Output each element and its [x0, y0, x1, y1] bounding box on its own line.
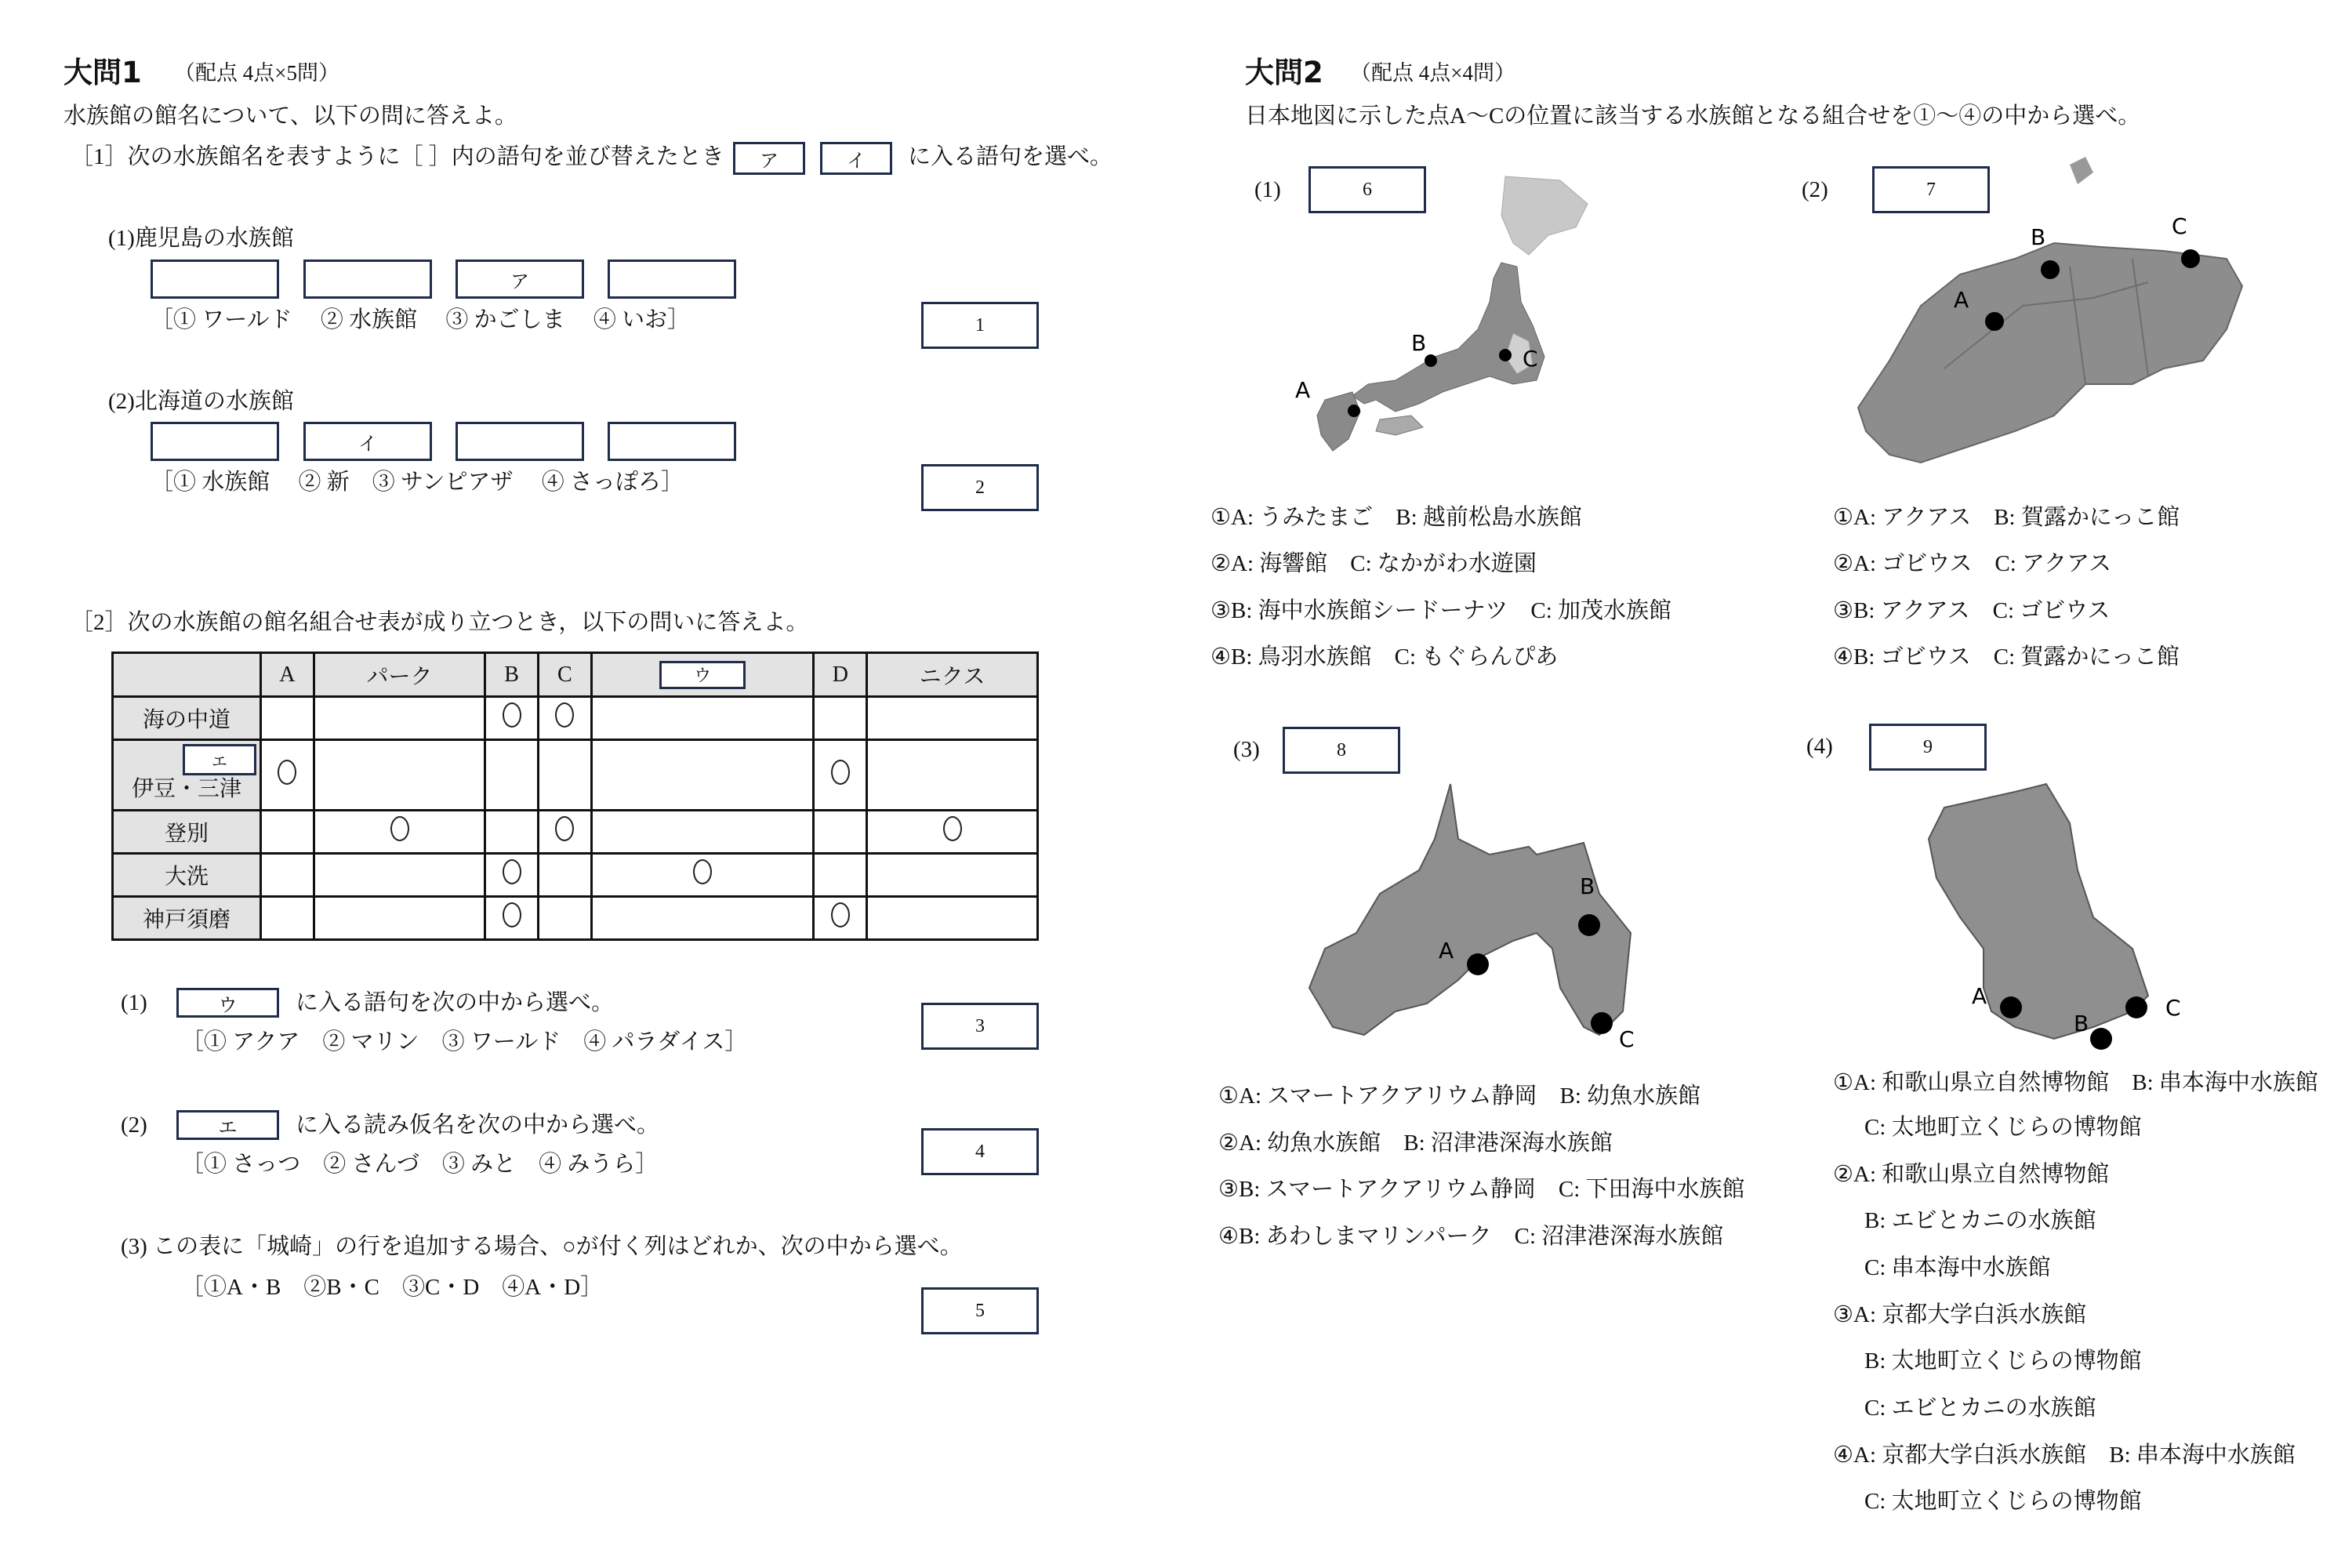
part2-instruction: ［2］次の水族館の館名組合せ表が成り立つとき，以下の問いに答えよ。	[71, 610, 809, 635]
choice-item: C: 串本海中水族館	[1864, 1255, 2051, 1280]
box-e: エ	[176, 1110, 279, 1140]
choice-item: C: エビとカニの水族館	[1864, 1396, 2096, 1421]
table-header-cell: C	[539, 653, 592, 697]
choice-item: ④B: あわしまマリンパーク C: 沼津港深海水族館	[1218, 1224, 1724, 1249]
map2-label-a: A	[1954, 287, 1969, 313]
map1-label-a: A	[1295, 377, 1311, 403]
table-cell	[867, 740, 1038, 811]
p2q3-text: (3) この表に「城崎」の行を追加する場合、○が付く列はどれか、次の中から選べ。	[121, 1234, 963, 1259]
circle-mark	[831, 760, 850, 785]
row-box-e: エ	[183, 744, 256, 775]
table-header-cell: B	[485, 653, 539, 697]
header-box-u: ウ	[659, 661, 746, 689]
table-header-cell	[591, 653, 814, 697]
row-name: 伊豆・三津	[131, 777, 241, 801]
map4-point-c	[2125, 996, 2147, 1018]
map3-label-b: B	[1580, 873, 1595, 899]
table-header-cell: A	[261, 653, 314, 697]
map3-label-a: A	[1439, 938, 1454, 964]
circle-mark	[503, 902, 521, 927]
choice-item: ③B: 海中水族館シードーナツ C: 加茂水族館	[1210, 598, 1672, 623]
table-header-cell: パーク	[314, 653, 485, 697]
table-header-cell: D	[814, 653, 867, 697]
map1-num: (1)	[1254, 177, 1281, 202]
choice-item: ④A: 京都大学白浜水族館 B: 串本海中水族館	[1833, 1443, 2296, 1468]
table-cell	[591, 811, 814, 854]
sub2-slot-2: イ	[303, 422, 432, 461]
p2q1-options: ［① アクア ② マリン ③ ワールド ④ パラダイス］	[181, 1029, 748, 1054]
map3-point-b	[1578, 914, 1600, 936]
map2-point-a	[1985, 312, 2004, 331]
answer-box-4[interactable]: 4	[921, 1128, 1039, 1175]
table-cell	[314, 854, 485, 897]
map3-num: (3)	[1233, 737, 1260, 762]
choice-item: ②A: 海響館 C: なかがわ水遊園	[1210, 551, 1537, 576]
circle-mark	[555, 702, 574, 728]
table-cell	[591, 854, 814, 897]
table-cell	[539, 740, 592, 811]
sub2-options: ［① 水族館 ② 新 ③ サンピアザ ④ さっぽろ］	[151, 470, 684, 495]
map2-label-b: B	[2031, 224, 2046, 250]
table-cell	[867, 854, 1038, 897]
choice-item: ③B: スマートアクアリウム静岡 C: 下田海中水族館	[1218, 1177, 1745, 1202]
table-cell	[814, 697, 867, 740]
row-header	[113, 811, 261, 854]
map4-point-a	[2000, 996, 2022, 1018]
map1-point-c	[1499, 349, 1512, 361]
table-cell	[539, 897, 592, 940]
part1-instruction-end: に入る語句を選べ。	[908, 144, 1113, 169]
map1-label-c: C	[1523, 346, 1538, 372]
answer-box-2[interactable]: 2	[921, 464, 1039, 511]
map4-point-b	[2090, 1028, 2112, 1050]
row-name: 登別	[164, 822, 209, 846]
choice-item: ③A: 京都大学白浜水族館	[1833, 1302, 2087, 1327]
map2-point-c	[2181, 249, 2200, 268]
table-header-cell	[113, 653, 261, 697]
map4-label-a: A	[1972, 983, 1987, 1009]
q1-intro: 水族館の館名について、以下の問に答えよ。	[64, 103, 517, 129]
box-a: ア	[733, 142, 805, 175]
choice-item: B: エビとカニの水族館	[1864, 1208, 2096, 1233]
map1-point-b	[1425, 354, 1437, 367]
choice-item: ④B: ゴビウス C: 賀露かにっこ館	[1833, 644, 2180, 670]
table-row	[113, 854, 1038, 897]
sub1-slot-1	[151, 260, 279, 299]
table-header-cell: ニクス	[867, 653, 1038, 697]
choice-item: ②A: 和歌山県立自然博物館	[1833, 1162, 2110, 1187]
circle-mark	[278, 760, 296, 785]
map3-label-c: C	[1619, 1026, 1635, 1052]
table-cell	[485, 697, 539, 740]
q2-intro: 日本地図に示した点A～Cの位置に該当する水族館となる組合せを①～④の中から選べ。	[1245, 103, 2141, 129]
table-cell	[814, 854, 867, 897]
row-name: 海の中道	[142, 708, 230, 732]
sub2-slot-3	[456, 422, 584, 461]
table-cell	[814, 897, 867, 940]
table-row	[113, 697, 1038, 740]
table-cell	[314, 897, 485, 940]
circle-mark	[503, 859, 521, 884]
circle-mark	[831, 902, 850, 927]
table-row	[113, 897, 1038, 940]
answer-box-9[interactable]: 9	[1869, 724, 1987, 771]
table-cell	[591, 740, 814, 811]
sub2-slot-1	[151, 422, 279, 461]
choice-item: ①A: 和歌山県立自然博物館 B: 串本海中水族館	[1833, 1070, 2318, 1095]
answer-box-1[interactable]: 1	[921, 302, 1039, 349]
answer-box-8[interactable]: 8	[1283, 727, 1400, 774]
wakayama-map	[1913, 776, 2195, 1058]
table-cell	[261, 811, 314, 854]
sub1-options: ［① ワールド ② 水族館 ③ かごしま ④ いお］	[151, 307, 691, 332]
q2-title: 大問2	[1245, 56, 1323, 89]
table-cell	[591, 697, 814, 740]
row-header	[113, 854, 261, 897]
sub1-slot-4	[608, 260, 736, 299]
circle-mark	[555, 816, 574, 841]
box-u: ウ	[176, 988, 279, 1018]
table-cell	[539, 854, 592, 897]
table-row	[113, 740, 1038, 811]
choice-item: B: 太地町立くじらの博物館	[1864, 1348, 2142, 1374]
sub1-slot-2	[303, 260, 432, 299]
circle-mark	[390, 816, 409, 841]
table-cell	[539, 697, 592, 740]
table-cell	[261, 697, 314, 740]
map2-label-c: C	[2172, 213, 2187, 239]
table-cell	[591, 897, 814, 940]
table-header-row	[113, 653, 1038, 697]
table-cell	[485, 740, 539, 811]
sub2-slot-4	[608, 422, 736, 461]
q1-points: （配点 4点×5問）	[174, 61, 339, 85]
choice-item: ②A: 幼魚水族館 B: 沼津港深海水族館	[1218, 1131, 1613, 1156]
table-cell	[867, 811, 1038, 854]
sub1-label: (1)鹿児島の水族館	[108, 226, 294, 251]
sub1-slot-3: ア	[456, 260, 584, 299]
q1-title: 大問1	[64, 56, 142, 89]
circle-mark	[943, 816, 962, 841]
aquarium-name-table	[111, 652, 1039, 941]
japan-map	[1278, 169, 1607, 490]
q2-points: （配点 4点×4問）	[1350, 61, 1515, 85]
table-cell	[261, 897, 314, 940]
p2q2-num: (2)	[121, 1112, 147, 1138]
table-cell	[814, 740, 867, 811]
circle-mark	[503, 702, 521, 728]
choice-item: ③B: アクアス C: ゴビウス	[1833, 598, 2111, 623]
p2q3-options: ［①A・B ②B・C ③C・D ④A・D］	[181, 1275, 604, 1300]
map4-label-b: B	[2074, 1011, 2089, 1036]
table-cell	[485, 854, 539, 897]
p2q2-options: ［① さっつ ② さんづ ③ みと ④ みうら］	[181, 1152, 659, 1177]
choice-item: ①A: スマートアクアリウム静岡 B: 幼魚水族館	[1218, 1083, 1701, 1109]
map4-label-c: C	[2165, 995, 2181, 1021]
map3-point-c	[1591, 1012, 1613, 1034]
table-cell	[485, 811, 539, 854]
sub2-label: (2)北海道の水族館	[108, 389, 294, 414]
map2-num: (2)	[1802, 177, 1828, 202]
choice-item: ④B: 鳥羽水族館 C: もぐらんぴあ	[1210, 644, 1559, 670]
answer-box-7[interactable]: 7	[1872, 166, 1990, 213]
table-cell	[314, 697, 485, 740]
row-header	[113, 740, 261, 811]
circle-mark	[693, 859, 712, 884]
table-cell	[539, 811, 592, 854]
map2-point-b	[2041, 260, 2060, 279]
map1-label-b: B	[1411, 330, 1427, 356]
choice-item: C: 太地町立くじらの博物館	[1864, 1489, 2142, 1514]
shizuoka-map	[1301, 776, 1654, 1058]
table-cell	[814, 811, 867, 854]
chugoku-map	[1835, 149, 2258, 486]
answer-box-6[interactable]: 6	[1308, 166, 1426, 213]
answer-box-5[interactable]: 5	[921, 1287, 1039, 1334]
table-cell	[485, 897, 539, 940]
choice-item: ①A: アクアス B: 賀露かにっこ館	[1833, 505, 2180, 530]
p2q1-text: に入る語句を次の中から選べ。	[296, 990, 615, 1015]
part1-instruction: ［1］次の水族館名を表すように［ ］内の語句を並び替えたとき	[71, 144, 724, 169]
row-header	[113, 897, 261, 940]
map3-point-a	[1467, 953, 1489, 975]
choice-item: ①A: うみたまご B: 越前松島水族館	[1210, 505, 1582, 530]
choice-item: ②A: ゴビウス C: アクアス	[1833, 551, 2111, 576]
answer-box-3[interactable]: 3	[921, 1003, 1039, 1050]
table-cell	[867, 697, 1038, 740]
map4-num: (4)	[1806, 734, 1833, 759]
table-cell	[867, 897, 1038, 940]
map1-point-a	[1348, 405, 1360, 417]
table-cell	[314, 740, 485, 811]
table-cell	[261, 740, 314, 811]
row-header	[113, 697, 261, 740]
row-name: 神戸須磨	[142, 908, 230, 932]
p2q2-text: に入る読み仮名を次の中から選べ。	[296, 1112, 660, 1138]
box-i: イ	[820, 142, 892, 175]
choice-item: C: 太地町立くじらの博物館	[1864, 1115, 2142, 1140]
table-cell	[261, 854, 314, 897]
table-cell	[314, 811, 485, 854]
row-name: 大洗	[164, 865, 209, 889]
p2q1-num: (1)	[121, 990, 147, 1015]
table-row	[113, 811, 1038, 854]
